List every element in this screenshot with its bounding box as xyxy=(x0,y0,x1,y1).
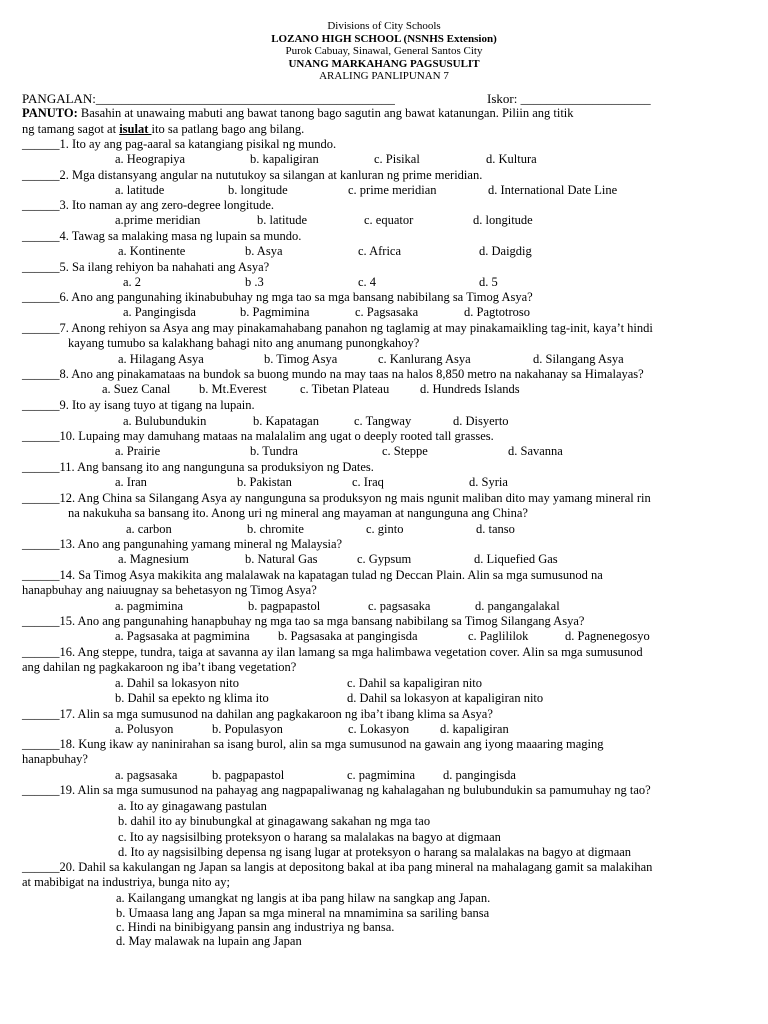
option: a. Hilagang Asya xyxy=(118,352,204,366)
question-18-cont: hanapbuhay? xyxy=(22,752,88,766)
option: d. Dahil sa lokasyon at kapaligiran nito xyxy=(347,691,544,705)
option: c. Hindi na binibigyang pansin ang industriya ng bansa. xyxy=(116,920,395,934)
school-address: Purok Cabuay, Sinawal, General Santos City xyxy=(285,45,483,57)
subject-title: ARALING PANLIPUNAN 7 xyxy=(319,70,449,82)
option: c. Pisikal xyxy=(374,152,420,166)
option: c. Tangway xyxy=(354,414,412,428)
option: a. Iran xyxy=(115,475,147,489)
instructions-underline: isulat xyxy=(119,122,152,136)
question-12-cont: na nakukuha sa bansang ito. Anong uri ng mineral ang mayaman at nangunguna ang China? xyxy=(68,506,528,520)
division-title: Divisions of City Schools xyxy=(327,20,441,32)
option: d. tanso xyxy=(476,522,515,536)
option: a. Polusyon xyxy=(115,722,174,736)
option: d. Syria xyxy=(469,475,508,489)
option: d. Kultura xyxy=(486,152,537,166)
option: d. Daigdig xyxy=(479,244,532,258)
question-7: ______7. Anong rehiyon sa Asya ang may pinakamahabang panahon ng taglamig at may pinakamaikling tag-init, kaya’t hindi xyxy=(22,321,653,335)
question-8: ______8. Ano ang pinakamataas na bundok sa buong mundo na may taas na halos 8,850 metro na nakahanay sa Himalayas? xyxy=(22,367,644,381)
option: a. Ito ay ginagawang pastulan xyxy=(118,799,267,813)
score-line: Iskor: ____________________ xyxy=(487,91,651,106)
question-14: ______14. Sa Timog Asya makikita ang malalawak na kapatagan tulad ng Deccan Plain. Alin sa mga sumusunod na xyxy=(22,568,603,582)
question-9: ______9. Ito ay isang tuyo at tigang na lupain. xyxy=(22,398,255,412)
question-6: ______6. Ano ang pangunahing ikinabubuhay ng mga tao sa mga bansang nabibilang sa Timog Asya? xyxy=(22,290,533,304)
option: b. Pagsasaka at pangingisda xyxy=(278,629,418,643)
option: b. Timog Asya xyxy=(264,352,338,366)
option: b. Tundra xyxy=(250,444,298,458)
option: b. Umaasa lang ang Japan sa mga mineral na mnamimina sa sariling bansa xyxy=(116,906,490,920)
instructions-label: PANUTO: xyxy=(22,106,78,120)
option: d. 5 xyxy=(479,275,498,289)
name-line: PANGALAN:______________________________________________ xyxy=(22,91,395,106)
option: c. Steppe xyxy=(382,444,428,458)
option: c. Gypsum xyxy=(357,552,412,566)
option: b. pagpapastol xyxy=(212,768,285,782)
option: c. Iraq xyxy=(352,475,384,489)
option: a. pagmimina xyxy=(115,599,184,613)
option: c. ginto xyxy=(366,522,404,536)
option: c. prime meridian xyxy=(348,183,437,197)
instructions-text: Basahin at unawaing mabuti ang bawat tanong bago sagutin ang bawat katanungan. Piliin ang titik xyxy=(77,106,574,120)
option: d. Savanna xyxy=(508,444,563,458)
option: a.prime meridian xyxy=(115,213,201,227)
option: a. Heograpiya xyxy=(115,152,186,166)
option: c. pagsasaka xyxy=(368,599,431,613)
instructions xyxy=(22,106,574,121)
question-12: ______12. Ang China sa Silangang Asya ay nangunguna sa produksyon ng mais ngunit maliban dito may yamang mineral rin xyxy=(22,491,651,505)
option: c. Ito ay nagsisilbing proteksyon o harang sa malalakas na bagyo at digmaan xyxy=(118,830,501,844)
question-1: ______1. Ito ay ang pag-aaral sa katangiang pisikal ng mundo. xyxy=(22,137,337,151)
instructions-text-a: ng tamang sagot at xyxy=(22,122,120,136)
option: c. Pagsasaka xyxy=(355,305,419,319)
option: c. Paglililok xyxy=(468,629,529,643)
option: a. Suez Canal xyxy=(102,382,171,396)
option: a. Dahil sa lokasyon nito xyxy=(115,676,239,690)
instructions-line2 xyxy=(22,122,304,137)
option: a. Kontinente xyxy=(118,244,186,258)
option: d. kapaligiran xyxy=(440,722,509,736)
option: d. longitude xyxy=(473,213,533,227)
option: a. Prairie xyxy=(115,444,161,458)
question-4: ______4. Tawag sa malaking masa ng lupain sa mundo. xyxy=(22,229,302,243)
question-16: ______16. Ang steppe, tundra, taiga at savanna ay ilan lamang sa mga halimbawa vegetation cover. Alin sa mga sumusunod xyxy=(22,645,643,659)
question-17: ______17. Alin sa mga sumusunod na dahilan ang pagkakaroon ng iba’t ibang klima sa Asya? xyxy=(22,707,493,721)
question-16-cont: ang dahilan ng pagkakaroon ng iba’t ibang vegetation? xyxy=(22,660,297,674)
option: d. Ito ay nagsisilbing depensa ng isang lugar at proteksyon o harang sa malalakas na bagyo at digmaan xyxy=(118,845,632,859)
option: a. 2 xyxy=(123,275,142,289)
option: a. Magnesium xyxy=(118,552,189,566)
option: c. Tibetan Plateau xyxy=(300,382,390,396)
option: c. equator xyxy=(364,213,414,227)
question-19: ______19. Alin sa mga sumusunod na pahayag ang nagpapaliwanag ng kahalagahan ng bulubundukin sa pamumuhay ng tao? xyxy=(22,783,651,797)
option: a. latitude xyxy=(115,183,165,197)
option: b. longitude xyxy=(228,183,288,197)
option: c. 4 xyxy=(358,275,377,289)
option: b. kapaligiran xyxy=(250,152,319,166)
question-5: ______5. Sa ilang rehiyon ba nahahati ang Asya? xyxy=(22,260,270,274)
option: c. Dahil sa kapaligiran nito xyxy=(347,676,483,690)
question-2: ______2. Mga distansyang angular na nututukoy sa silangan at kanluran ng prime meridian. xyxy=(22,168,483,182)
question-10: ______10. Lupaing may damuhang mataas na malalalim ang ugat o deeply rooted tall grasses. xyxy=(22,429,494,443)
school-name: LOZANO HIGH SCHOOL (NSNHS Extension) xyxy=(271,33,497,45)
option: b. Asya xyxy=(245,244,283,258)
option: d. Silangang Asya xyxy=(533,352,624,366)
option: c. pagmimina xyxy=(347,768,416,782)
exam-title: UNANG MARKAHANG PAGSUSULIT xyxy=(288,58,480,70)
option: d. Hundreds Islands xyxy=(420,382,520,396)
option: a. carbon xyxy=(126,522,172,536)
option: d. Pagnenegosyo xyxy=(565,629,650,643)
option: a. Pangingisda xyxy=(123,305,196,319)
question-14-cont: hanapbuhay ang naiuugnay sa behetasyon ng Timog Asya? xyxy=(22,583,317,597)
option: d. International Date Line xyxy=(488,183,618,197)
option: d. Liquefied Gas xyxy=(474,552,558,566)
option: d. pangangalakal xyxy=(475,599,560,613)
option: b. Kapatagan xyxy=(253,414,319,428)
option: b. Mt.Everest xyxy=(199,382,267,396)
option: b. Dahil sa epekto ng klima ito xyxy=(115,691,269,705)
option: c. Africa xyxy=(358,244,402,258)
option: a. Kailangang umangkat ng langis at iba pang hilaw na sangkap ang Japan. xyxy=(116,891,491,905)
option: d. Disyerto xyxy=(453,414,509,428)
option: d. Pagtotroso xyxy=(464,305,530,319)
option: b. Natural Gas xyxy=(245,552,318,566)
option: c. Lokasyon xyxy=(348,722,410,736)
option: b. Pakistan xyxy=(237,475,292,489)
option: a. Pagsasaka at pagmimina xyxy=(115,629,250,643)
option: b .3 xyxy=(245,275,264,289)
option: b. Pagmimina xyxy=(240,305,310,319)
option: b. dahil ito ay binubungkal at ginagawang sakahan ng mga tao xyxy=(118,814,431,828)
question-20: ______20. Dahil sa kakulangan ng Japan sa langis at depositong bakal at iba pang mineral na mahalagang gamit sa malakihan xyxy=(22,860,653,874)
instructions-text-c: ito sa patlang bago ang bilang. xyxy=(151,122,305,136)
question-3: ______3. Ito naman ay ang zero-degree longitude. xyxy=(22,198,274,212)
question-7-cont: kayang tumubo sa kalakhang bahagi nito ang anumang punongkahoy? xyxy=(68,336,420,350)
question-13: ______13. Ano ang pangunahing yamang mineral ng Malaysia? xyxy=(22,537,343,551)
option: a. pagsasaka xyxy=(115,768,178,782)
option: a. Bulubundukin xyxy=(123,414,207,428)
question-20-cont: at mabibigat na industriya, bunga nito ay; xyxy=(22,875,230,889)
option: d. May malawak na lupain ang Japan xyxy=(116,934,302,948)
option: b. pagpapastol xyxy=(248,599,321,613)
question-15: ______15. Ano ang pangunahing hanapbuhay ng mga tao sa mga bansang nabibilang sa Timog Silangang Asya? xyxy=(22,614,585,628)
option: b. Populasyon xyxy=(212,722,283,736)
question-11: ______11. Ang bansang ito ang nangunguna sa produksiyon ng Dates. xyxy=(22,460,374,474)
option: d. pangingisda xyxy=(443,768,516,782)
option: b. chromite xyxy=(247,522,304,536)
option: b. latitude xyxy=(257,213,307,227)
question-18: ______18. Kung ikaw ay naninirahan sa isang burol, alin sa mga sumusunod na gawain ang iyong maaaring maging xyxy=(22,737,604,751)
option: c. Kanlurang Asya xyxy=(378,352,471,366)
